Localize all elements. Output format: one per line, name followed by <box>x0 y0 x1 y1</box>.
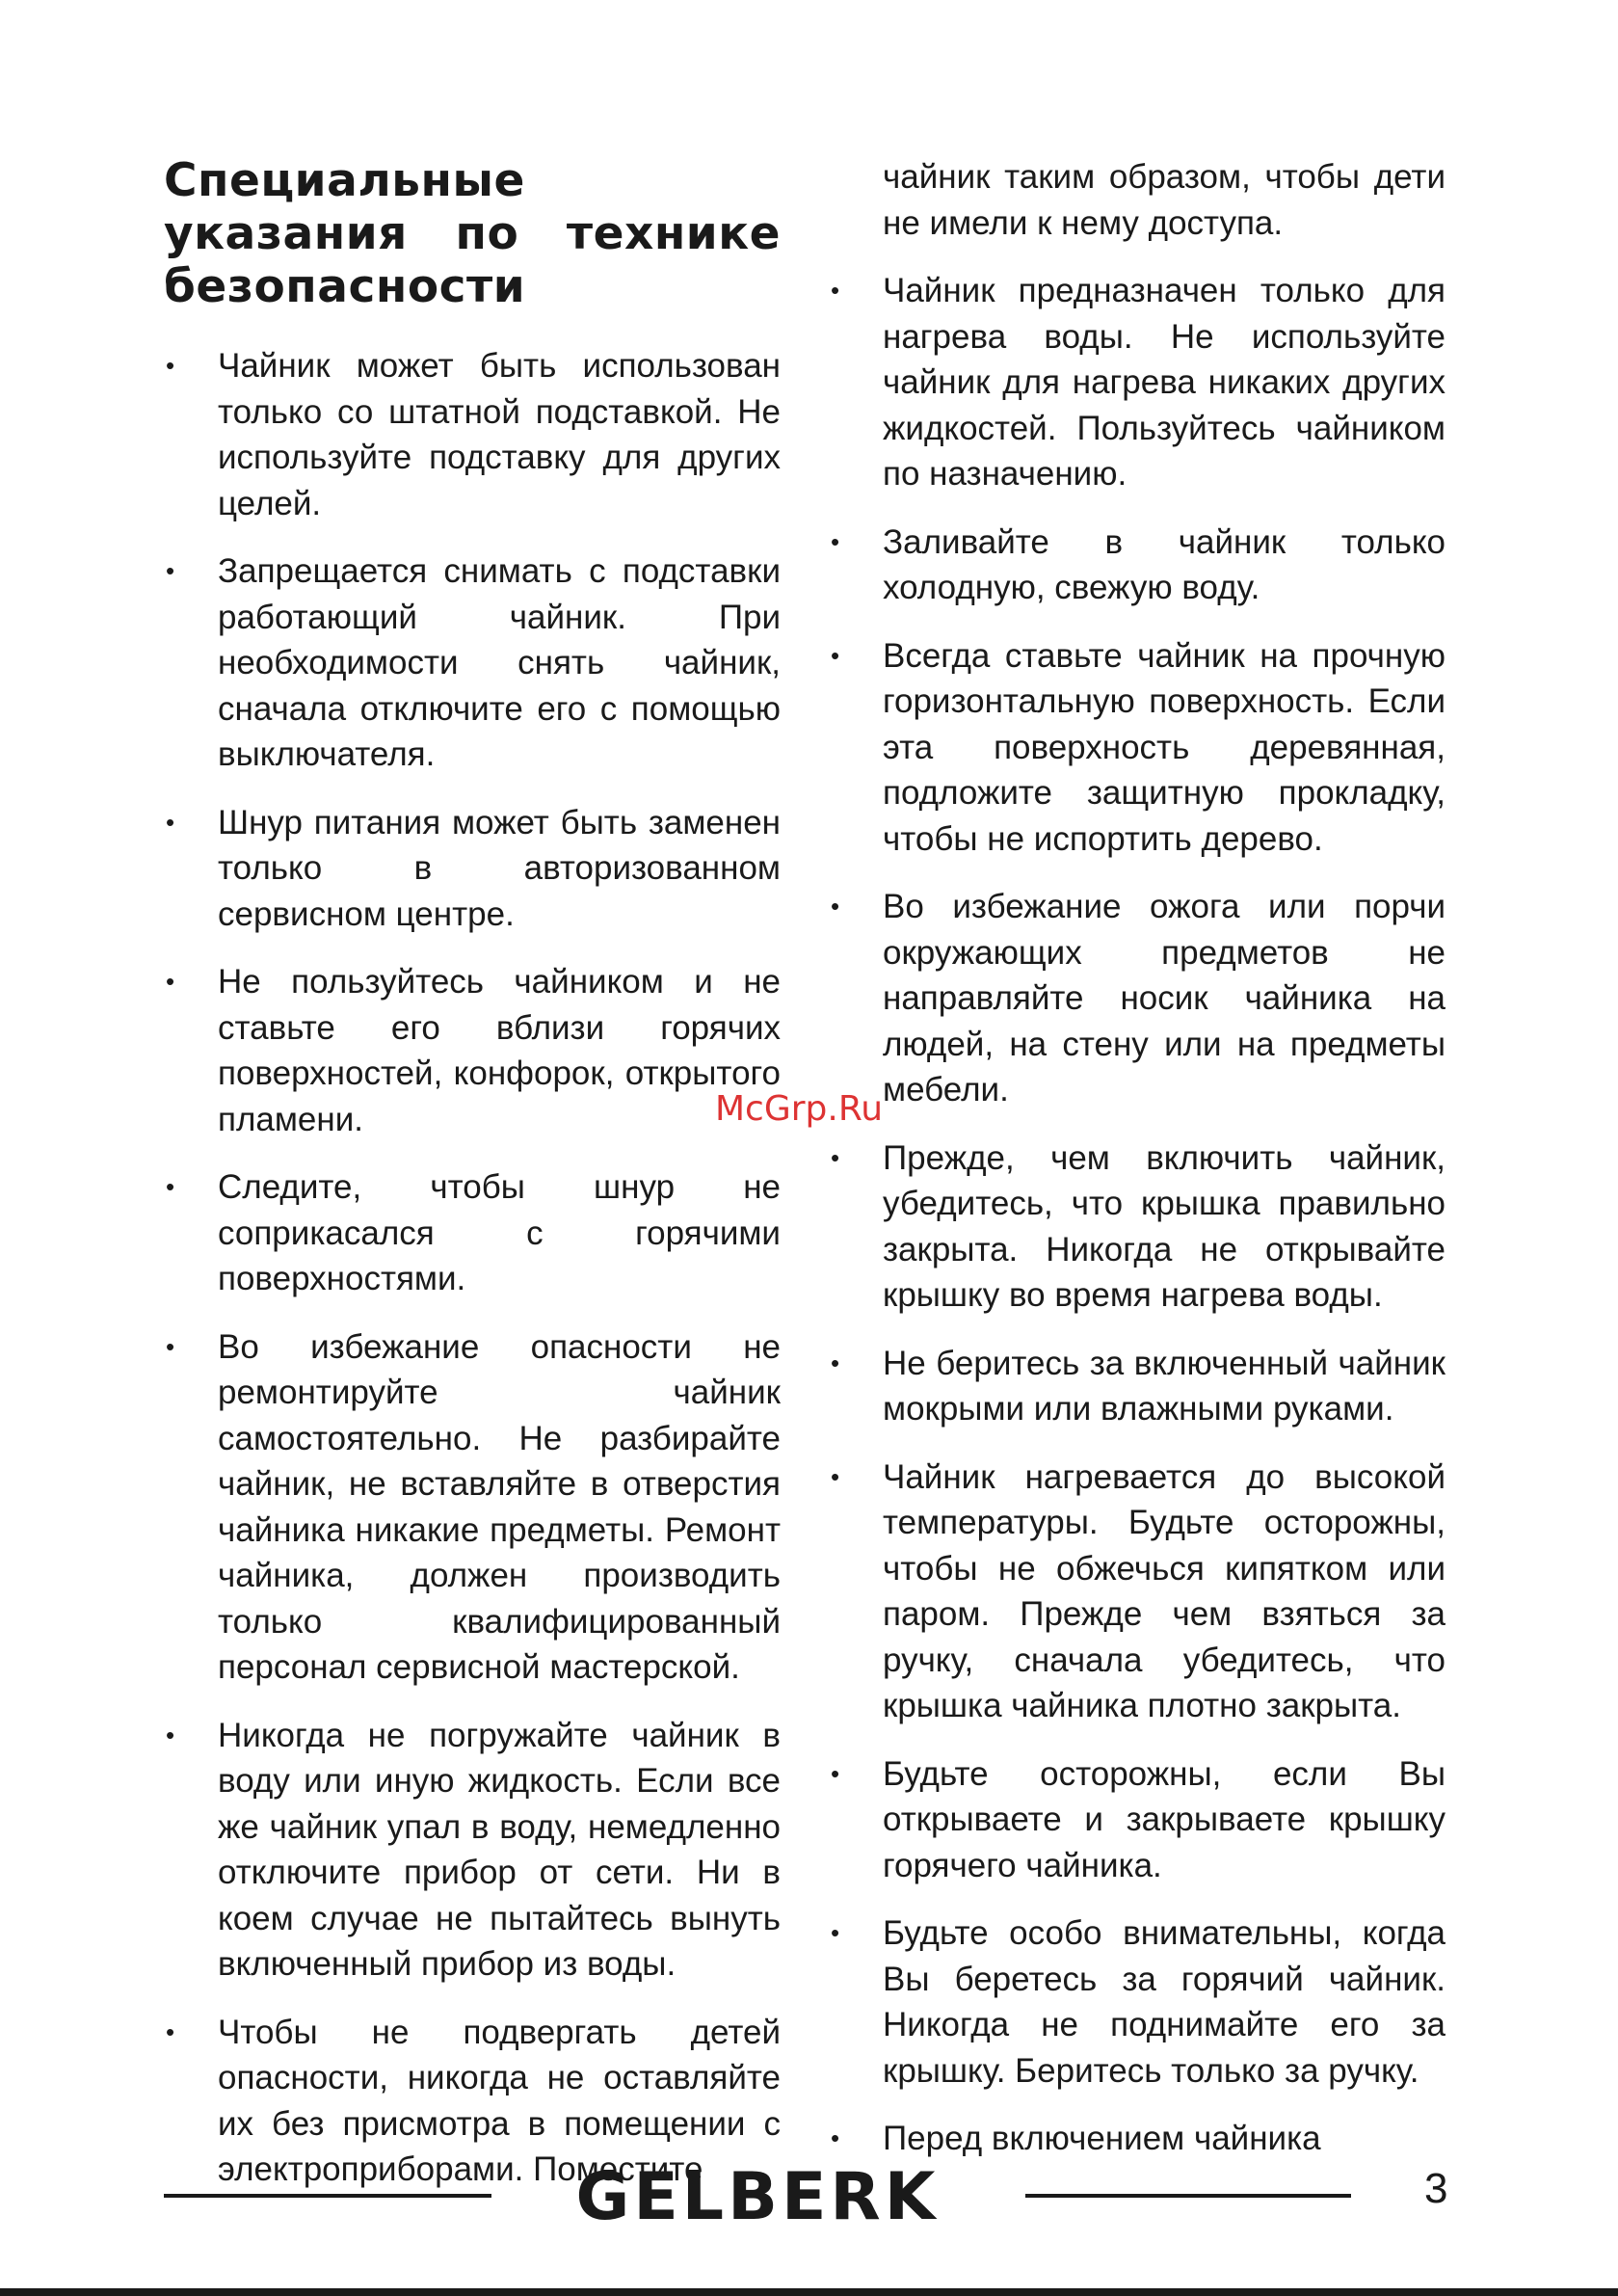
bullet-icon: • <box>166 351 175 380</box>
list-item <box>829 633 1446 863</box>
page-bottom-edge <box>0 2288 1618 2296</box>
continued-text: чайник таким образом, чтобы дети не имели к нему доступа. <box>883 158 1446 242</box>
footer-rule-right <box>1025 2194 1351 2198</box>
list-item-text: Чайник предназначен только для нагрева воды. Не используйте чайник для нагрева никаких других жидкостей. Пользуйтесь чайником по назначению. <box>883 272 1446 493</box>
list-item-text: Чтобы не подвергать детей опасности, никогда не оставляйте их без присмотра в помещении с электроприборами. Поместите <box>218 2013 781 2188</box>
bullet-icon: • <box>831 1348 840 1377</box>
list-item-text: Перед включением чайника <box>883 2120 1321 2157</box>
list-item <box>164 959 781 1142</box>
list-item-text: Не пользуйтесь чайником и не ставьте его вблизи горячих поверхностей, конфорок, открытого пламени. <box>218 963 781 1138</box>
bullet-icon: • <box>166 2016 175 2046</box>
list-item <box>164 1713 781 1988</box>
list-item <box>829 1341 1446 1432</box>
bullet-icon: • <box>166 1720 175 1749</box>
brand-logo: GELBERK <box>575 2159 940 2235</box>
page-title: Специальные указания по технике безопасности <box>164 154 781 313</box>
bullet-icon: • <box>831 640 840 670</box>
list-item <box>829 268 1446 497</box>
list-item-text: Заливайте в чайник только холодную, свежую воду. <box>883 522 1446 606</box>
list-item-text: Во избежание опасности не ремонтируйте чайник самостоятельно. Не разбирайте чайник, не вставляйте в отверстия чайника никакие предметы. Ремонт чайника, должен производить только квалифицированный персонал сервисной мастерской. <box>218 1327 781 1686</box>
bullet-icon: • <box>166 807 175 837</box>
list-item-text: Прежде, чем включить чайник, убедитесь, что крышка правильно закрыта. Никогда не открывайте крышку во время нагрева воды. <box>883 1138 1446 1314</box>
list-item-text: Шнур питания может быть заменен только в авторизованном сервисном центре. <box>218 803 781 933</box>
bullet-icon: • <box>831 1461 840 1491</box>
list-item <box>829 1751 1446 1889</box>
bullet-icon: • <box>831 1758 840 1788</box>
bullet-icon: • <box>831 526 840 556</box>
list-item <box>164 343 781 526</box>
bullet-icon: • <box>831 2123 840 2152</box>
list-item <box>164 548 781 778</box>
right-column <box>829 154 1446 2184</box>
list-item-text: Следите, чтобы шнур не соприкасался с горячими поверхностями. <box>218 1168 781 1297</box>
list-item <box>164 1164 781 1302</box>
list-item <box>829 884 1446 1113</box>
list-item <box>164 800 781 938</box>
list-item-text: Во избежание ожога или порчи окружающих предметов не направляйте носик чайника на людей, на стену или на предметы мебели. <box>883 888 1446 1108</box>
list-item <box>164 1324 781 1691</box>
page-number: 3 <box>1424 2165 1448 2212</box>
list-item-text: Запрещается снимать с подставки работающий чайник. При необходимости снять чайник, сначала отключите его с помощью выключателя. <box>218 552 781 773</box>
list-item <box>829 1910 1446 2094</box>
footer-rule-left <box>164 2194 491 2198</box>
bullet-icon: • <box>166 556 175 585</box>
list-item <box>829 2116 1446 2162</box>
bullet-icon: • <box>166 1331 175 1361</box>
list-item <box>829 1135 1446 1319</box>
list-item-text: Будьте осторожны, если Вы открываете и закрываете крышку горячего чайника. <box>883 1754 1446 1884</box>
left-column <box>164 154 781 2215</box>
list-item-text: Чайник может быть использован только со штатной подставкой. Не используйте подставку для других целей. <box>218 347 781 522</box>
bullet-icon: • <box>831 892 840 921</box>
list-item <box>829 520 1446 611</box>
list-item-text: Не беритесь за включенный чайник мокрыми или влажными руками. <box>883 1344 1446 1428</box>
right-list <box>829 268 1446 2162</box>
bullet-icon: • <box>831 1142 840 1172</box>
list-item-text: Чайник нагревается до высокой температуры. Будьте осторожны, чтобы не обжечься кипятком или паром. Прежде чем взяться за ручку, сначала убедитесь, что крышка чайника плотно закрыта. <box>883 1457 1446 1724</box>
bullet-icon: • <box>166 1172 175 1201</box>
watermark: McGrp.Ru <box>715 1089 884 1129</box>
bullet-icon: • <box>166 967 175 996</box>
list-item <box>829 1455 1446 1729</box>
list-item-text: Никогда не погружайте чайник в воду или иную жидкость. Если все же чайник упал в воду, немедленно отключите прибор от сети. Ни в коем случае не пытайтесь вынуть включенный прибор из воды. <box>218 1716 781 1983</box>
bullet-icon: • <box>831 1918 840 1947</box>
bullet-icon: • <box>831 276 840 305</box>
list-item-text: Будьте особо внимательны, когда Вы беретесь за горячий чайник. Никогда не поднимайте его за крышку. Беритесь только за ручку. <box>883 1914 1446 2090</box>
list-item-text: Всегда ставьте чайник на прочную горизонтальную поверхность. Если эта поверхность деревянная, подложите защитную прокладку, чтобы не испортить дерево. <box>883 636 1446 858</box>
left-list <box>164 343 781 2193</box>
